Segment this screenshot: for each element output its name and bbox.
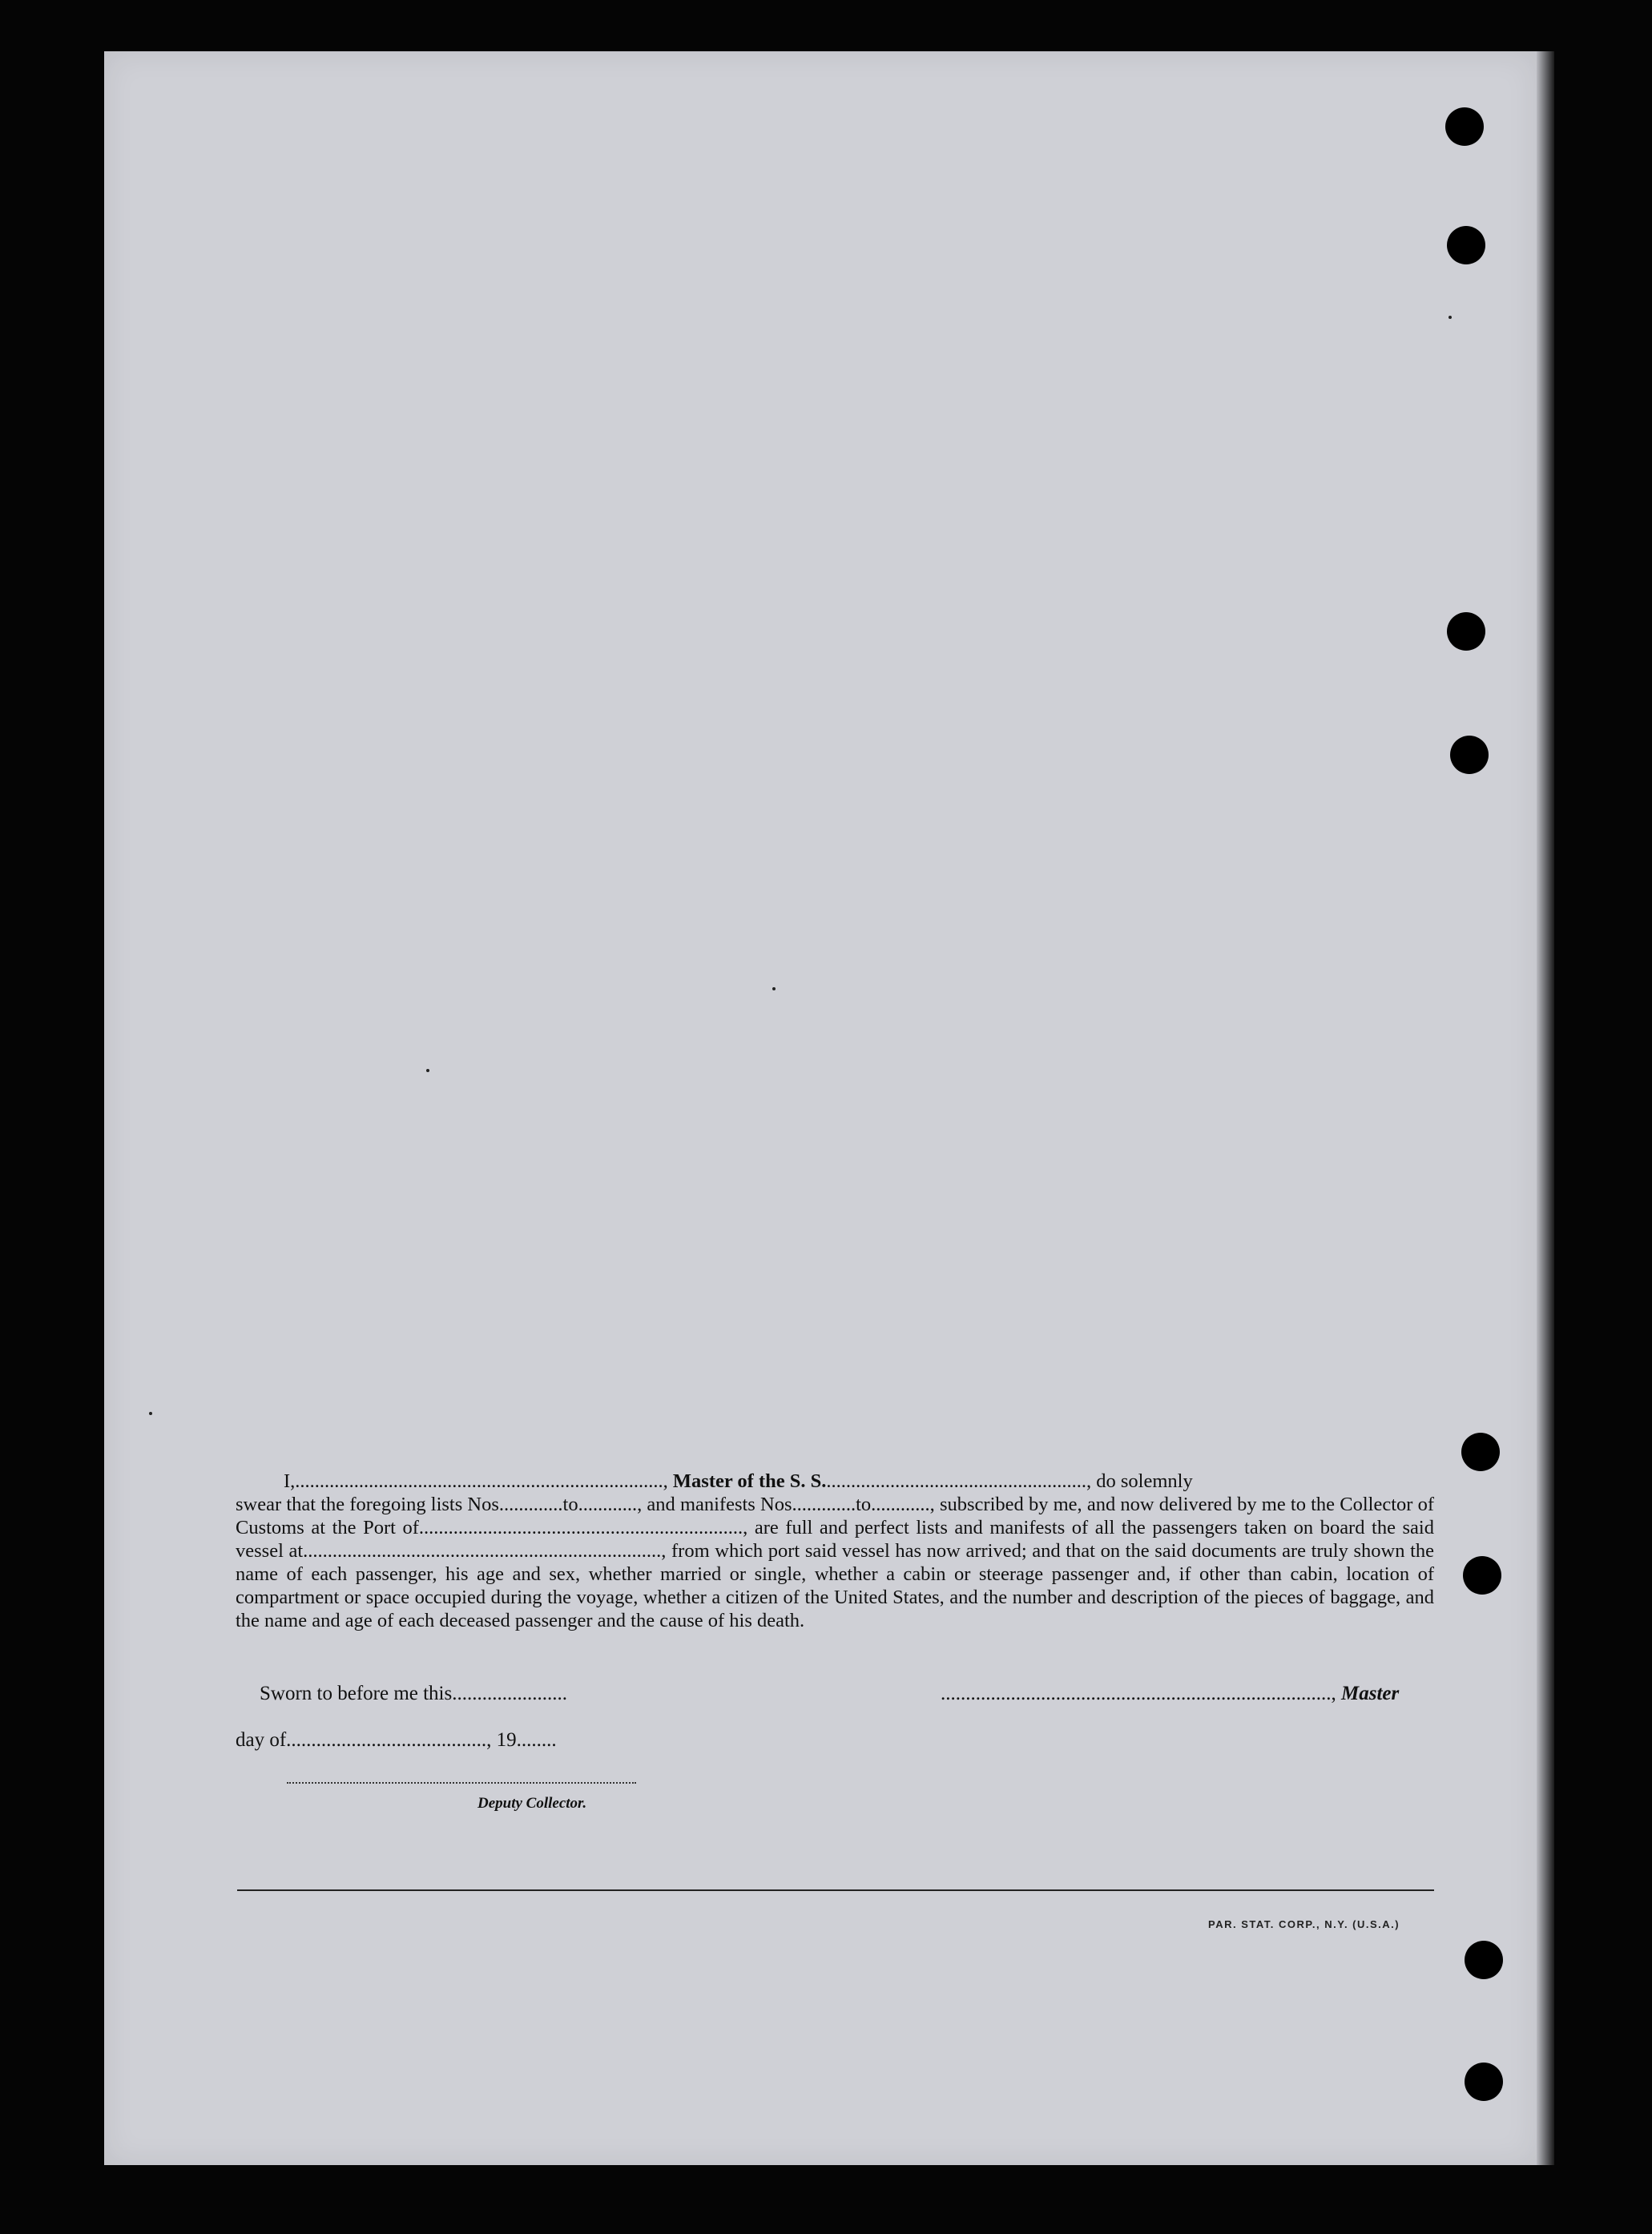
speck	[426, 1069, 429, 1072]
master-name-blank: ...........................................................................,	[295, 1470, 673, 1492]
oath-intro: I,	[284, 1470, 296, 1492]
speck	[1449, 316, 1452, 319]
punch-hole	[1447, 612, 1485, 651]
deputy-signature-blank	[287, 1776, 636, 1784]
deputy-collector-label: Deputy Collector.	[477, 1795, 587, 1812]
master-label: Master	[1341, 1683, 1400, 1704]
punch-hole	[1463, 1556, 1501, 1595]
master-of-ss-label: Master of the S. S.	[672, 1470, 827, 1492]
page-edge	[1537, 51, 1554, 2165]
punch-hole	[1465, 2063, 1503, 2101]
vessel-name-blank: ....................................................., do solemnly	[826, 1470, 1193, 1492]
document-page	[104, 51, 1537, 2165]
oath-paragraph	[236, 1470, 1434, 1632]
oath-body: swear that the foregoing lists Nos.............to............, and manifests Nos.............to............, subscribed by me, and now delivered by me to the Collector of Customs at the Port of.................................................................., are full and perfect lists and manifests of all the passengers taken on board the said vessel at........................................................................., from which port said vessel has now arrived; and that on the said documents are truly shown the name of each passenger, his age and sex, whether married or single, whether a cabin or steerage passenger and, if other than cabin, location of compartment or space occupied during the voyage, whether a citizen of the United States, and the number and description of the pieces of baggage, and the name and age of each deceased passenger and the cause of his death.	[236, 1494, 1434, 1631]
printer-imprint: PAR. STAT. CORP., N.Y. (U.S.A.)	[1208, 1918, 1400, 1930]
oath-first-line	[236, 1470, 1434, 1493]
punch-hole	[1445, 107, 1484, 146]
punch-hole	[1461, 1433, 1500, 1471]
speck	[772, 987, 776, 990]
punch-hole	[1450, 736, 1489, 774]
punch-hole	[1465, 1941, 1503, 1979]
speck	[149, 1412, 152, 1415]
punch-hole	[1447, 226, 1485, 264]
master-signature-line	[941, 1683, 1399, 1705]
day-of-line: day of........................................, 19........	[236, 1729, 557, 1751]
footer-rule	[237, 1889, 1434, 1891]
master-signature-blank: ..............................................................................,	[941, 1683, 1341, 1704]
sworn-before-me: Sworn to before me this.......................	[260, 1683, 567, 1704]
